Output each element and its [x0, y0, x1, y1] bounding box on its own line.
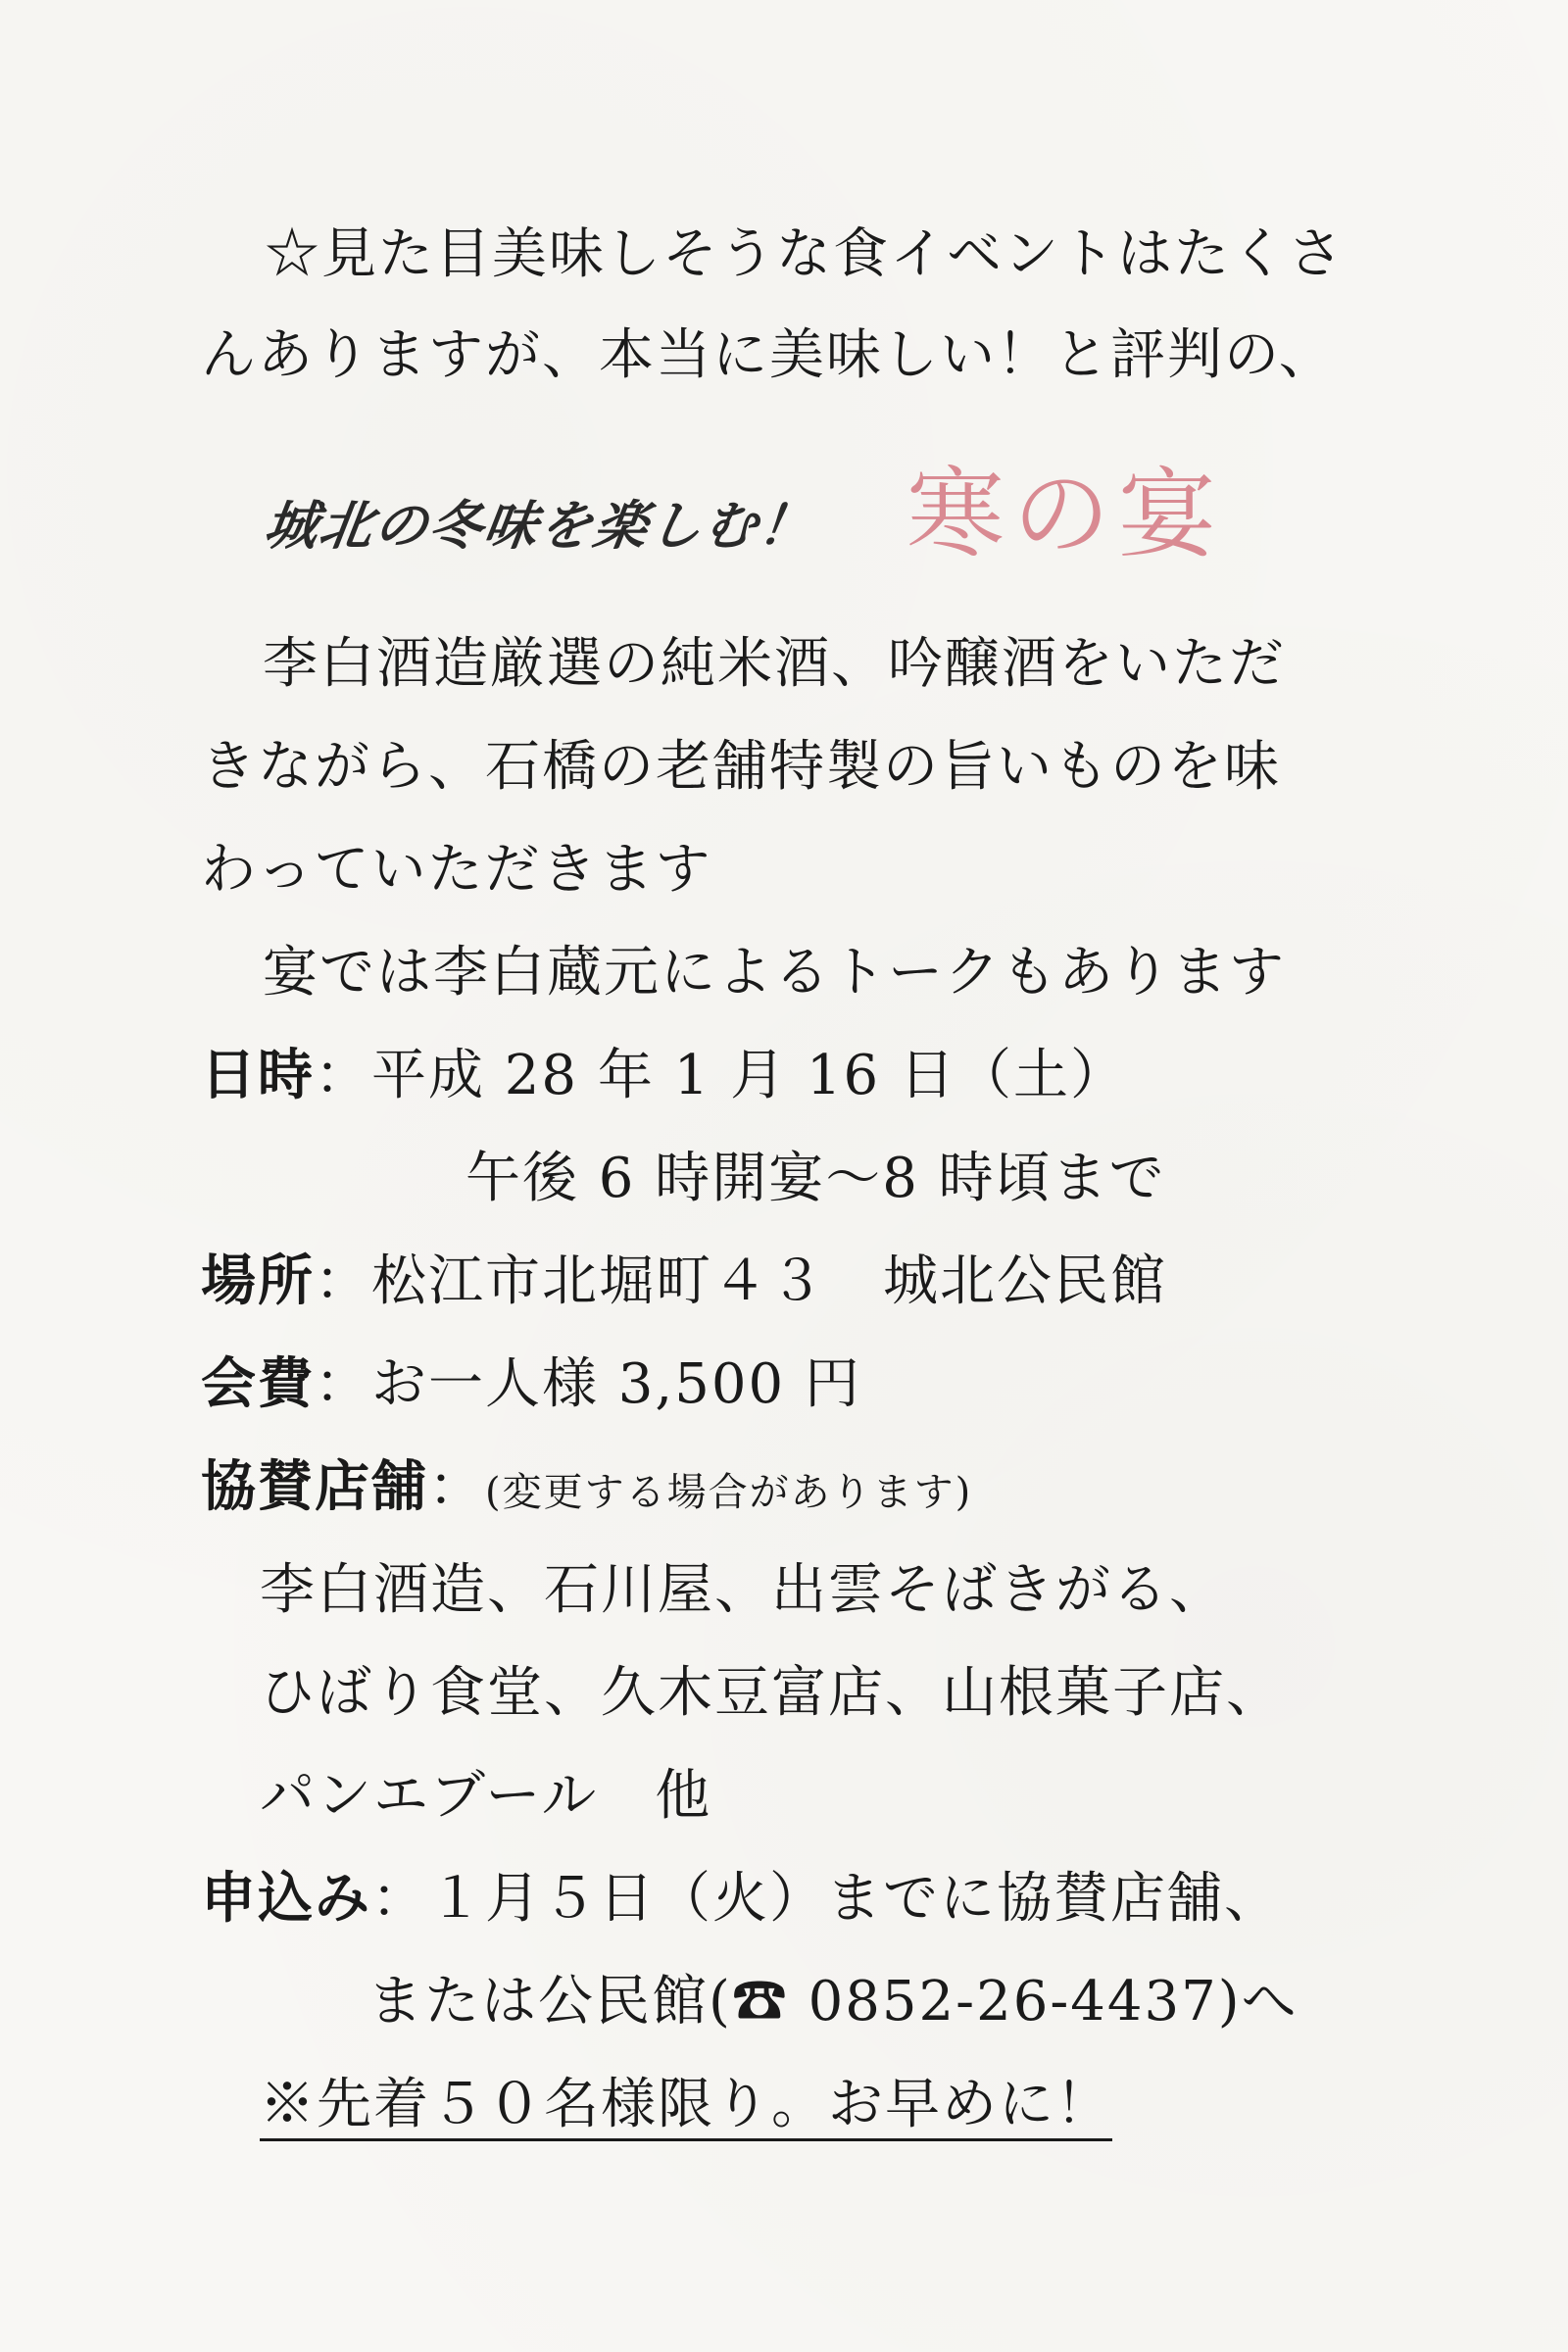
apply-line-2: または公民館(☎ 0852-26-4437)へ: [368, 1970, 1298, 2034]
apply-label: 申込み: [201, 1867, 371, 1931]
sponsors-row: [201, 1455, 973, 1519]
apply-row: [201, 1867, 1281, 1931]
sponsors-colon: ：: [428, 1455, 485, 1519]
place-value: 松江市北堀町４３ 城北公民館: [371, 1250, 1167, 1313]
date-label: 日時: [201, 1044, 315, 1107]
event-title: 寒の宴: [906, 457, 1224, 571]
place-label: 場所: [201, 1250, 315, 1313]
date-value: 平成 28 年 1 月 16 日（土）: [371, 1044, 1127, 1107]
deadline-note: ※先着５０名様限り。お早めに！: [260, 2078, 1112, 2141]
fee-label: 会費: [201, 1352, 315, 1416]
place-colon: ：: [315, 1250, 371, 1313]
intro-line-2: んありますが、本当に美味しい！と評判の、: [201, 323, 1336, 387]
body-p1-line-1: 李白酒造厳選の純米酒、吟醸酒をいただ: [263, 632, 1286, 696]
sponsors-label: 協賛店舗: [201, 1455, 428, 1519]
sponsors-line-2: ひばり食堂、久木豆富店、山根菓子店、: [260, 1661, 1283, 1725]
sponsors-line-3: パンエブール 他: [260, 1764, 712, 1828]
body-p1-line-2: きながら、石橋の老舗特製の旨いものを味: [201, 735, 1281, 799]
apply-colon: ：: [371, 1867, 428, 1931]
fee-colon: ：: [315, 1352, 371, 1416]
sponsors-note: (変更する場合があります): [485, 1470, 973, 1515]
date-row: [201, 1044, 1127, 1107]
body-p1-line-3: わっていただきます: [201, 838, 712, 902]
intro-line-1: ☆見た目美味しそうな食イベントはたくさ: [265, 222, 1345, 286]
time-value: 午後 6 時開宴～8 時頃まで: [466, 1147, 1166, 1210]
body-p2: 宴では李白蔵元によるトークもあります: [263, 941, 1286, 1004]
date-colon: ：: [315, 1044, 371, 1107]
place-row: [201, 1250, 1167, 1313]
fee-value: お一人様 3,500 円: [371, 1352, 861, 1416]
fee-row: [201, 1352, 861, 1416]
sponsors-line-1: 李白酒造、石川屋、出雲そばきがる、: [260, 1558, 1226, 1622]
event-subtitle: 城北の冬味を楽しむ！: [260, 495, 818, 557]
apply-value: １月５日（火）までに協賛店舗、: [428, 1867, 1281, 1931]
